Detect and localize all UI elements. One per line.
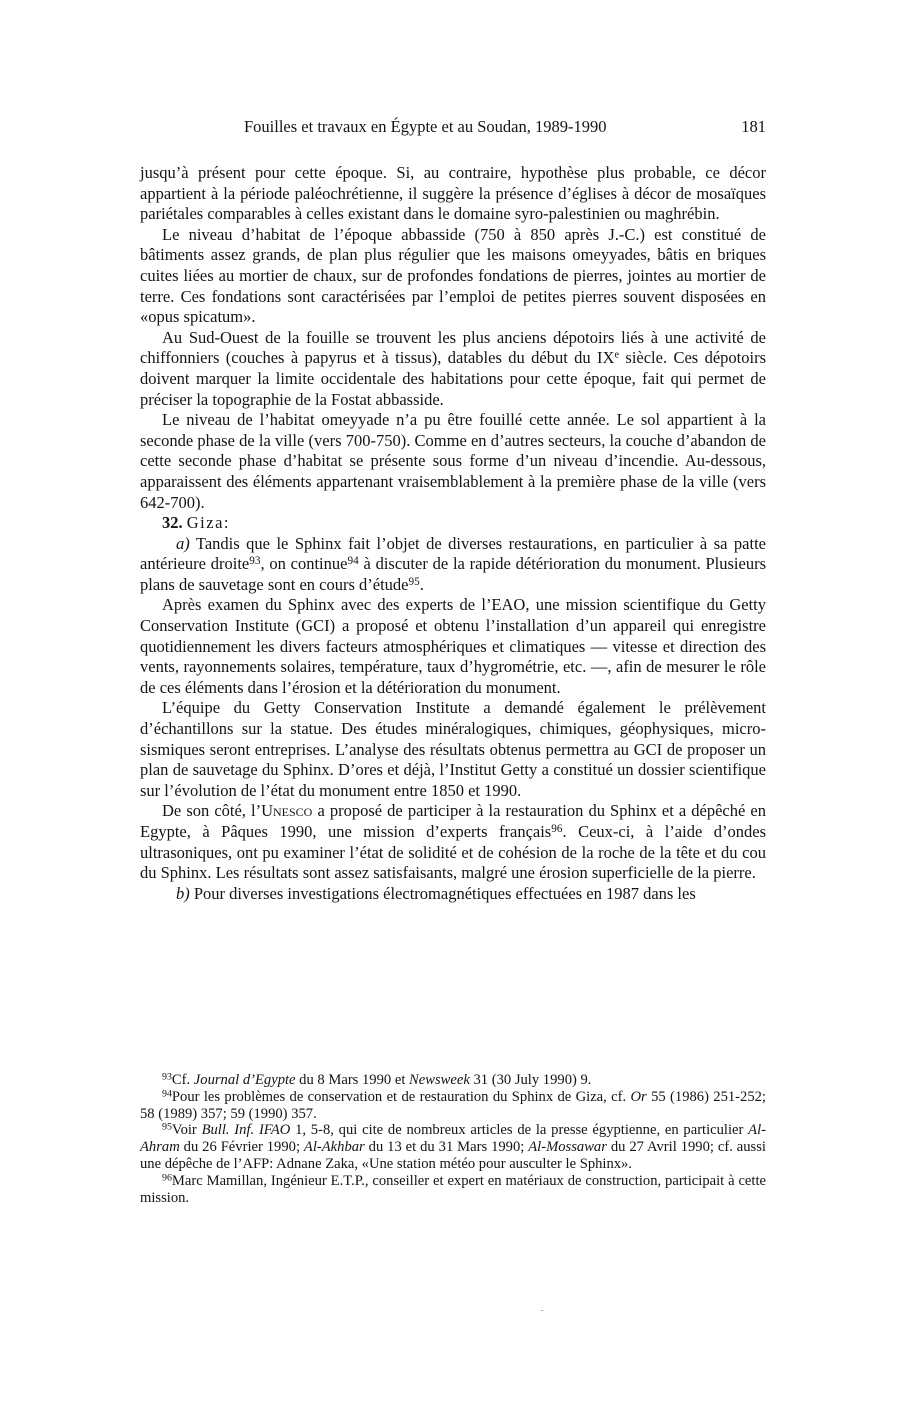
paragraph-gci-mission: Après examen du Sphinx avec des experts de l’EAO, une mission scientifique du Getty Conservation Institute (GCI) a proposé et obtenu l’installation d’un appareil qui enregistre quotidiennement les divers facteurs atmosphériques et climatiques — vitesse et direction des vents, rayonnements solaires, température, taux d’hygrométrie, etc. —, afin de mesurer le rôle de ces éléments dans l’érosion et la détérioration du monument. — [140, 595, 766, 697]
text-run: a proposé de participer à la restauration du Sphinx et a dépêché en Egypte, à Pâques 1990, une mission d’experts français — [140, 801, 766, 841]
text-run: du 13 et du 31 Mars 1990; — [364, 1139, 529, 1156]
running-title: Fouilles et travaux en Égypte et au Soudan, 1989-1990 — [244, 117, 607, 136]
footnote-93 — [140, 1072, 766, 1089]
paragraph-unesco — [140, 801, 766, 883]
text-run: . Ceux-ci, à l’aide d’ondes ultrasoniques, ont pu examiner l’état de solidité et de cohésion de la roche de la tête et du cou du Sphinx. Les résultats sont assez satisfaisants, malgré une érosion superficielle de la pierre. — [140, 822, 766, 883]
footnote-ref-94: 94 — [347, 555, 359, 568]
item-label: b) — [176, 883, 190, 903]
paragraph-gci-samples: L’équipe du Getty Conservation Institute a demandé également le prélèvement d’échantillons sur la statue. Des études minéralogiques, chimiques, géophysiques, micro-sismiques seront entreprises. L’analyse des résultats obtenus permettra au GCI de proposer un plan de sauvetage du Sphinx. D’ores et déjà, l’Institut Getty a constitué un dossier scientifique sur l’évolution de l’état du monument entre 1850 et 1990. — [140, 698, 766, 800]
text-run: Tandis que le Sphinx fait l’objet de diverses restaurations, en particulier à sa patte antérieure droite — [140, 533, 766, 574]
footnote-94 — [140, 1089, 766, 1123]
journal-title: Al-Mossawar — [528, 1139, 607, 1156]
paragraph-continuation: jusqu’à présent pour cette époque. Si, au contraire, hypothèse plus probable, ce décor appartient à la période paléochrétienne, il suggère la présence d’églises à décor de mosaïques pariétales comparables à celles existant dans le domaine syro-palestinien ou maghrébin. — [140, 163, 766, 224]
footnotes — [140, 1072, 766, 1206]
item-label: a) — [176, 533, 190, 553]
journal-title: Al-Ahram — [140, 1122, 766, 1156]
footnote-ref-96: 96 — [551, 822, 563, 835]
unesco-smallcaps: Unesco — [261, 801, 313, 821]
text-run: Cf. — [171, 1072, 194, 1088]
paragraph-sphinx-a — [140, 534, 766, 596]
journal-title: Or — [630, 1088, 647, 1105]
text-run: siècle. Ces dépotoirs doivent marquer la limite occidentale des habitations pour cette époque, fait qui permet de préciser la topographie de la Fostat abbasside. — [140, 348, 766, 409]
footnote-number: 96 — [162, 1172, 172, 1184]
footnote-number: 95 — [162, 1121, 172, 1133]
text-run: à discuter de la rapide détérioration du monument. Plusieurs plans de sauvetage sont en cours d’étude — [140, 554, 766, 594]
text-run: du 27 Avril 1990; cf. aussi une dépêche de l’AFP: Adnane Zaka, «Une station météo pour ausculter le Sphinx». — [140, 1139, 766, 1172]
text-run: Pour diverses investigations électromagnétiques effectuées en 1987 dans les — [189, 883, 696, 903]
footnote-number: 94 — [162, 1088, 172, 1100]
paragraph-refuse-dumps — [140, 328, 766, 410]
section-number: 32. — [162, 513, 183, 533]
text-run: 31 (30 July 1990) 9. — [469, 1072, 592, 1088]
footnote-ref-95: 95 — [408, 575, 420, 588]
text-run: Voir — [171, 1122, 202, 1139]
superscript: e — [614, 349, 620, 361]
footnote-96 — [140, 1173, 766, 1207]
text-run: du 26 Février 1990; — [179, 1139, 304, 1156]
paragraph-sphinx-b — [140, 884, 766, 905]
text-run: , on continue — [260, 554, 348, 574]
journal-title: Journal d’Egypte — [193, 1072, 296, 1088]
text-run: De son côté, l’ — [162, 801, 262, 821]
text-run: Marc Mamillan, Ingénieur E.T.P., conseiller et expert en matériaux de construction, participait à cette mission. — [140, 1172, 766, 1206]
text-run: Pour les problèmes de conservation et de restauration du Sphinx de Giza, cf. — [171, 1088, 631, 1105]
footnote-95 — [140, 1122, 766, 1172]
body-text — [140, 163, 766, 904]
journal-title: Al-Akhbar — [303, 1139, 365, 1156]
paragraph-abbasid-level: Le niveau d’habitat de l’époque abbasside (750 à 850 après J.-C.) est constitué de bâtiments assez grands, de plan plus régulier que les maisons omeyyades, bâtis en briques cuites liées au mortier de chaux, sur de profondes fondations de pierres, jointes au mortier de terre. Ces fondations sont caractérisées par l’emploi de petites pierres souvent disposées en «opus spicatum». — [140, 224, 766, 327]
text-run: 55 (1986) 251-252; 58 (1989) 357; 59 (1990) 357. — [140, 1088, 766, 1122]
section-name: Giza: — [186, 513, 230, 533]
text-run: 1, 5-8, qui cite de nombreux articles de la presse égyptienne, en particulier — [290, 1122, 749, 1139]
journal-title: Newsweek — [409, 1072, 470, 1088]
journal-title: Bull. Inf. IFAO — [201, 1122, 291, 1139]
text-run: du 8 Mars 1990 et — [295, 1072, 410, 1088]
footnote-ref-93: 93 — [249, 555, 261, 568]
scan-speck — [541, 1310, 543, 1311]
paragraph-umayyad-level: Le niveau de l’habitat omeyyade n’a pu être fouillé cette année. Le sol appartient à la seconde phase de la ville (vers 700-750). Comme en d’autres secteurs, la couche d’abandon de cette seconde phase d’habitat se présente sous forme d’un niveau d’incendie. Au-dessous, apparaissent des éléments appartenant vraisemblablement à la première phase de la ville (vers 642-700). — [140, 410, 766, 512]
footnote-number: 93 — [162, 1071, 172, 1083]
text-run: . — [419, 574, 424, 594]
section-heading-giza — [140, 513, 766, 534]
text-run: Au Sud-Ouest de la fouille se trouvent les plus anciens dépotoirs liés à une activité de chiffonniers (couches à papyrus et à tissus), datables du début du IX — [140, 327, 766, 368]
page-number: 181 — [741, 117, 766, 136]
